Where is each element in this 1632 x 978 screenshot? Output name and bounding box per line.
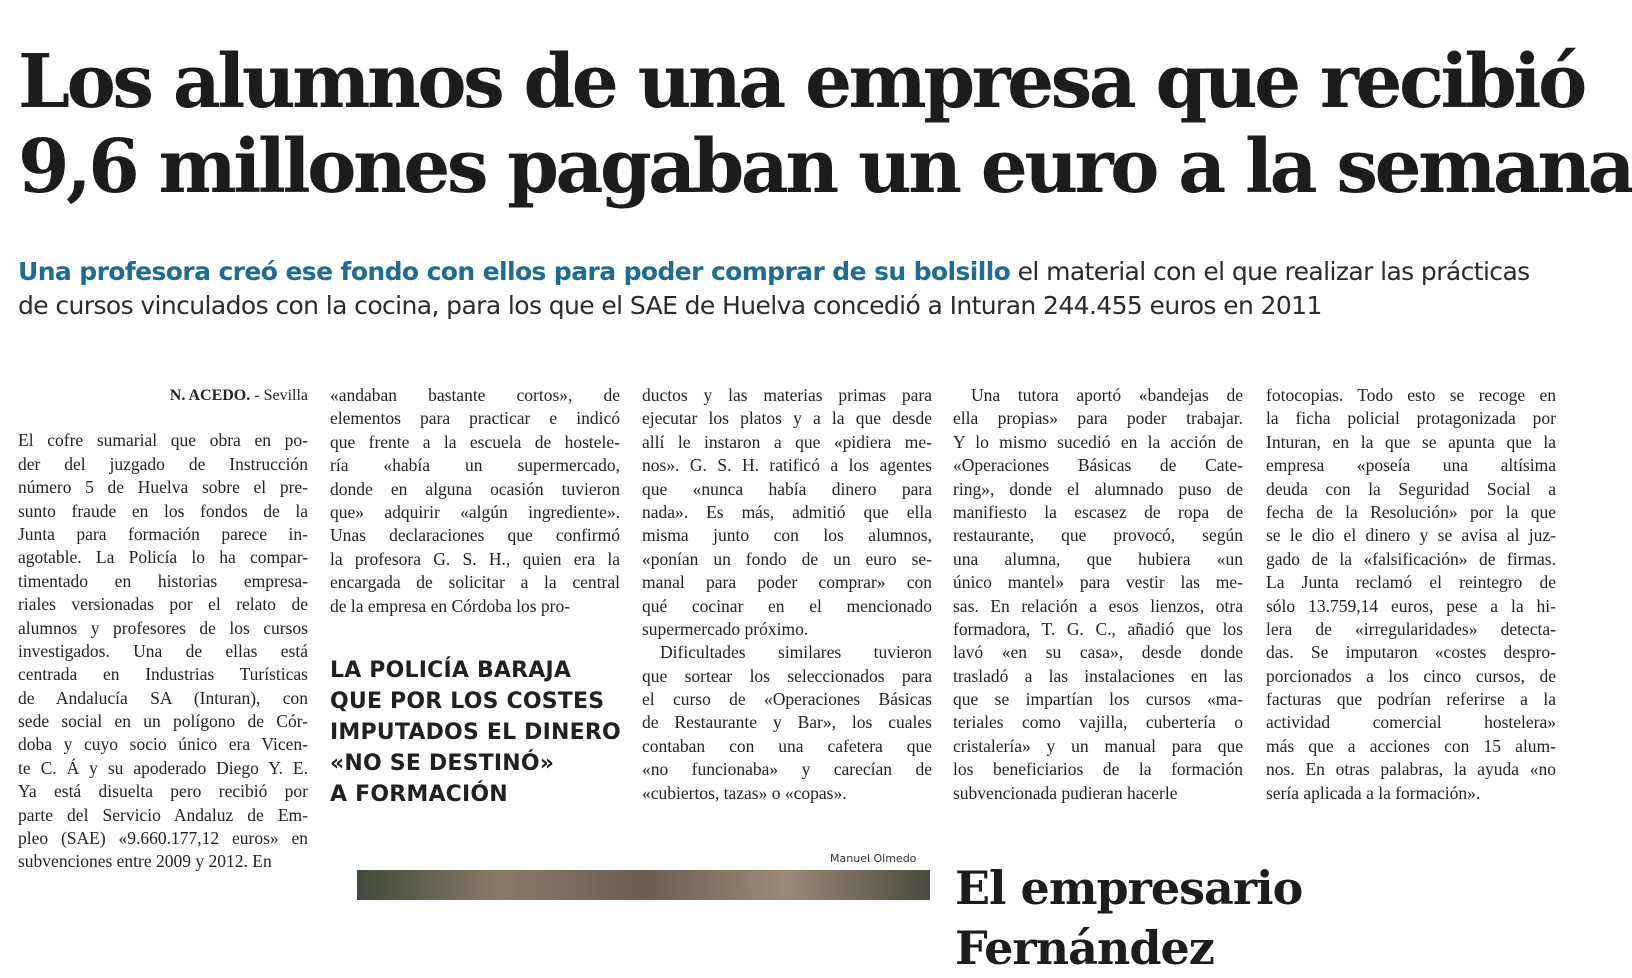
text-line: La Junta reclamó el reintegro de (1266, 572, 1556, 593)
text-line: sólo 13.759,14 euros, pese a la hi- (1266, 595, 1556, 616)
subheadline-rest: el material con el que realizar las prácticas (1010, 257, 1530, 286)
text-line: pleo (SAE) «9.660.177,12 euros» en (18, 828, 308, 849)
text-line: ella propias» para poder trabajar. (953, 408, 1243, 429)
text-line: empresa «poseía una altísima (1266, 455, 1556, 476)
text-line: número 5 de Huelva sobre el pre- (18, 477, 308, 498)
text-line: riales versionadas por el relato de (18, 594, 308, 615)
photo-credit: Manuel Olmedo (830, 852, 917, 865)
text-line: Inturan, en la que se apunta que la (1266, 431, 1556, 452)
text-line: la profesora G. S. H., quien era la (330, 548, 620, 569)
text-line: gado de la «falsificación» de firmas. (1266, 548, 1556, 569)
text-line: fotocopias. Todo esto se recoge en (1266, 385, 1556, 405)
text-line: teriales como vajilla, cubertería o (953, 712, 1243, 733)
text-line: que» adquirir «algún ingrediente». (330, 501, 620, 522)
text-line: te C. Á y su apoderado Diego Y. E. (18, 757, 308, 778)
text-line: que se impartían los cursos «ma- (953, 689, 1243, 710)
text-line: de Andalucía SA (Inturan), con (18, 687, 308, 708)
text-line: la ficha policial protagonizada por (1266, 408, 1556, 429)
text-line: restaurante, que provocó, según (953, 525, 1243, 546)
text-line: ductos y las materias primas para (642, 385, 932, 405)
text-line: «Operaciones Básicas de Cate- (953, 455, 1243, 476)
text-line: el curso de «Operaciones Básicas (642, 689, 932, 710)
byline (18, 384, 308, 407)
text-line: agotable. La Policía lo ha compar- (18, 547, 308, 568)
article-column-5 (1266, 384, 1556, 805)
text-line: manal para poder comprar» con (642, 572, 932, 593)
text-line: trasladó a las instalaciones en las (953, 665, 1243, 686)
text-line: subvencionada pudieran hacerle (953, 782, 1178, 803)
headline (18, 39, 1632, 210)
text-line: allí le instaron a que «pidiera me- (642, 431, 932, 452)
text-line: sunto fraude en los fondos de la (18, 500, 308, 521)
text-line: actividad comercial hostelera» (1266, 712, 1556, 733)
text-line: una alumna, que hubiera «un (953, 548, 1243, 569)
text-line: der del juzgado de Instrucción (18, 453, 308, 474)
text-line: nos. En otras palabras, la ayuda «no (1266, 759, 1556, 780)
text-line: Dificultades similares tuvieron (660, 642, 932, 663)
text-line: elementos para practicar e indicó (330, 408, 620, 429)
text-line: lavó «en su casa», desde donde (953, 642, 1243, 663)
text-line: que «nunca había dinero para (642, 478, 932, 499)
headline-line-1: Los alumnos de una empresa que recibió (18, 39, 1584, 125)
text-line: sería aplicada a la formación». (1266, 782, 1481, 803)
text-line: das. Se imputaron «costes despro- (1266, 642, 1556, 663)
text-line: de Restaurante y Bar», los cuales (642, 712, 932, 733)
subheadline-lead: Una profesora creó ese fondo con ellos para poder comprar de su bolsillo (18, 257, 1011, 286)
text-line: más que a acciones con 15 alum- (1266, 735, 1556, 756)
text-line: de la empresa en Córdoba los pro- (330, 595, 571, 616)
subheadline (18, 255, 1578, 323)
text-line: encargada de solicitar a la central (330, 572, 620, 593)
pull-quote-line: IMPUTADOS EL DINERO (330, 720, 621, 745)
subheadline-line-1 (18, 255, 1578, 289)
text-line: nos». G. S. H. ratificó a los agentes (642, 455, 932, 476)
subheadline-line-2: de cursos vinculados con la cocina, para los que el SAE de Huelva concedió a Inturan 244.455 euros en 2011 (18, 291, 1322, 320)
article-column-1 (18, 384, 308, 874)
text-line: deuda con la Seguridad Social a (1266, 478, 1556, 499)
next-article-headline: El empresario Fernández (955, 861, 1303, 975)
text-line: «cubiertos, tazas» o «copas». (642, 782, 847, 803)
text-line: ría «había un supermercado, (330, 455, 620, 476)
pull-quote-line: A FORMACIÓN (330, 782, 508, 807)
text-line: ring», donde el alumnado puso de (953, 478, 1243, 499)
byline-author: N. ACEDO. (169, 387, 251, 404)
text-line: alumnos y profesores de los cursos (18, 617, 308, 638)
pull-quote-line: «NO SE DESTINÓ» (330, 751, 555, 776)
text-line: «ponían un fondo de un euro se- (642, 548, 932, 569)
text-line: ejecutar los platos y a la que desde (642, 408, 932, 429)
article-column-4 (953, 384, 1243, 805)
text-line: cristalería» y un manual para que (953, 735, 1243, 756)
text-line: Unas declaraciones que confirmó (330, 525, 620, 546)
text-line: centrada en Industrias Turísticas (18, 664, 308, 685)
text-line: único mantel» para vestir las me- (953, 572, 1243, 593)
text-line: Junta para formación parece in- (18, 523, 308, 544)
article-column-3 (642, 384, 932, 805)
text-line: facturas que podrían referirse a la (1266, 689, 1556, 710)
text-line: qué cocinar en el mencionado (642, 595, 932, 616)
text-line: subvenciones entre 2009 y 2012. En (18, 851, 272, 872)
article-column-2 (330, 384, 620, 618)
text-line: formadora, T. G. C., añadió que los (953, 618, 1243, 639)
text-line: investigados. Una de ellas está (18, 640, 308, 661)
text-line: que sortear los seleccionados para (642, 665, 932, 686)
pull-quote-line: LA POLICÍA BARAJA (330, 658, 572, 683)
text-line: supermercado próximo. (642, 618, 809, 639)
text-line: nada». Es más, admitió que ella (642, 501, 932, 522)
text-line: los beneficiarios de la formación (953, 759, 1243, 780)
text-line: El cofre sumarial que obra en po- (18, 430, 308, 451)
text-line: que frente a la escuela de hostele- (330, 431, 620, 452)
text-line: manifiesto la escasez de ropa de (953, 501, 1243, 522)
text-line: porcionados a los cinco cursos, de (1266, 665, 1556, 686)
text-line: donde en alguna ocasión tuvieron (330, 478, 620, 499)
pull-quote (330, 655, 630, 810)
text-line: doba y cuyo socio único era Vicen- (18, 734, 308, 755)
text-line: lera de «irregularidades» detecta- (1266, 618, 1556, 639)
text-line: sede social en un polígono de Cór- (18, 711, 308, 732)
text-line: «andaban bastante cortos», de (330, 385, 620, 405)
text-line: se le dio el dinero y se avisa al juz- (1266, 525, 1556, 546)
text-line: Una tutora aportó «bandejas de (971, 385, 1243, 405)
pull-quote-line: QUE POR LOS COSTES (330, 689, 605, 714)
text-line: sas. En relación a esos lienzos, otra (953, 595, 1243, 616)
text-line: fecha de la Resolución» por la que (1266, 501, 1556, 522)
text-line: timentado en historias empresa- (18, 570, 308, 591)
headline-line-2: 9,6 millones pagaban un euro a la semana (18, 124, 1632, 210)
text-line: misma junto con los alumnos, (642, 525, 932, 546)
text-line: contaban con una cafetera que (642, 735, 932, 756)
article-photo (357, 870, 930, 900)
text-line: Ya está disuelta pero recibió por (18, 781, 308, 802)
text-line: «no funcionaba» y carecían de (642, 759, 932, 780)
byline-place: - Sevilla (250, 387, 308, 404)
text-line: parte del Servicio Andaluz de Em- (18, 804, 308, 825)
text-line: Y lo mismo sucedió en la acción de (953, 431, 1243, 452)
